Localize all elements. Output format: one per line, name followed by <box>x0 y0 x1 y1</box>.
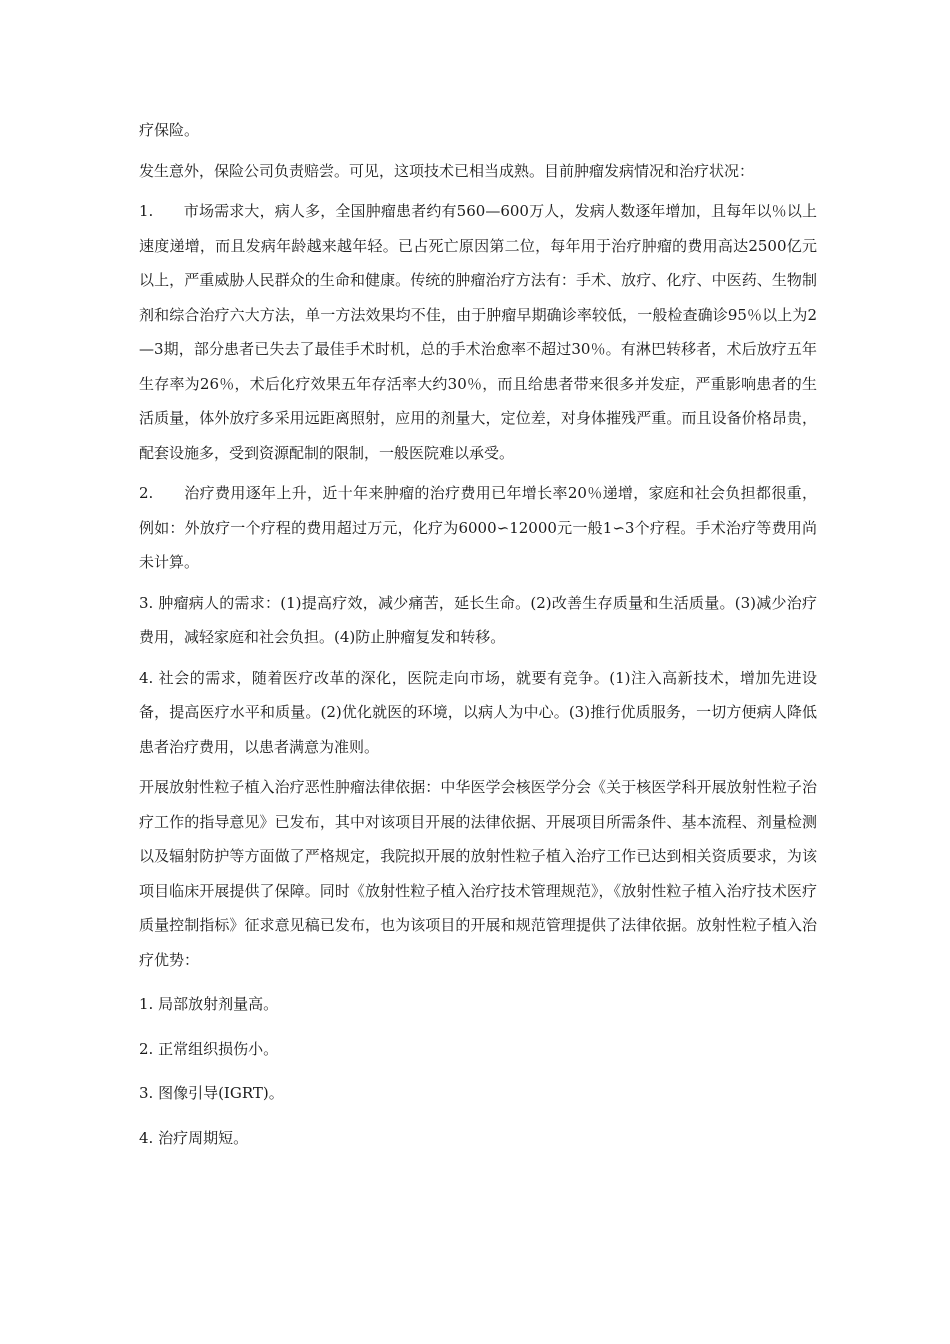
paragraph: 2. 治疗费用逐年上升，近十年来肿瘤的治疗费用已年增长率20％递增，家庭和社会负担都很重，例如：外放疗一个疗程的费用超过万元，化疗为6000∽12000元一般1∽3个疗程。手术治疗等费用尚未计算。 <box>139 484 817 571</box>
paragraph: 3. 肿瘤病人的需求：(1)提高疗效，减少痛苦，延长生命。(2)改善生存质量和生活质量。(3)减少治疗费用，减轻家庭和社会负担。(4)防止肿瘤复发和转移。 <box>139 593 817 646</box>
list-item: 2. 正常组织损伤小。 <box>139 1039 279 1058</box>
document-page <box>139 113 817 1165</box>
paragraph: 4. 社会的需求，随着医疗改革的深化，医院走向市场，就要有竞争。(1)注入高新技术，增加先进设备，提高医疗水平和质量。(2)优化就医的环境，以病人为中心。(3)推行优质服务，一切方便病人降低患者治疗费用，以患者满意为准则。 <box>139 668 817 756</box>
paragraph: 疗保险。 <box>139 121 200 139</box>
list-item: 3. 图像引导(IGRT)。 <box>139 1084 284 1102</box>
list-item: 1. 局部放射剂量高。 <box>139 995 279 1013</box>
list-item: 4. 治疗周期短。 <box>139 1128 249 1147</box>
paragraph: 1. 市场需求大，病人多，全国肿瘤患者约有560—600万人，发病人数逐年增加，且每年以％以上速度递增，而且发病年龄越来越年轻。已占死亡原因第二位，每年用于治疗肿瘤的费用高达2500亿元以上，严重威胁人民群众的生命和健康。传统的肿瘤治疗方法有：手术、放疗、化疗、中医药、生物制剂和综合治疗六大方法，单一方法效果均不佳，由于肿瘤早期确诊率较低，一般检查确诊95％以上为2—3期，部分患者已失去了最佳手术时机，总的手术治愈率不超过30％。有淋巴转移者，术后放疗五年生存率为26％，术后化疗效果五年存活率大约30％，而且给患者带来很多并发症，严重影响患者的生活质量，体外放疗多采用远距离照射，应用的剂量大，定位差，对身体摧残严重。而且设备价格昂贵，配套设施多，受到资源配制的限制，一般医院难以承受。 <box>139 202 817 462</box>
paragraph: 发生意外，保险公司负责赔尝。可见，这项技术已相当成熟。目前肿瘤发病情况和治疗状况： <box>139 161 755 180</box>
paragraph: 开展放射性粒子植入治疗恶性肿瘤法律依据：中华医学会核医学分会《关于核医学科开展放射性粒子治疗工作的指导意见》已发布，其中对该项目开展的法律依据、开展项目所需条件、基本流程、剂量检测以及辐射防护等方面做了严格规定，我院拟开展的放射性粒子植入治疗工作已达到相关资质要求，为该项目临床开展提供了保障。同时《放射性粒子植入治疗技术管理规范》，《放射性粒子植入治疗技术医疗质量控制指标》征求意见稿已发布，也为该项目的开展和规范管理提供了法律依据。放射性粒子植入治疗优势： <box>139 778 817 969</box>
